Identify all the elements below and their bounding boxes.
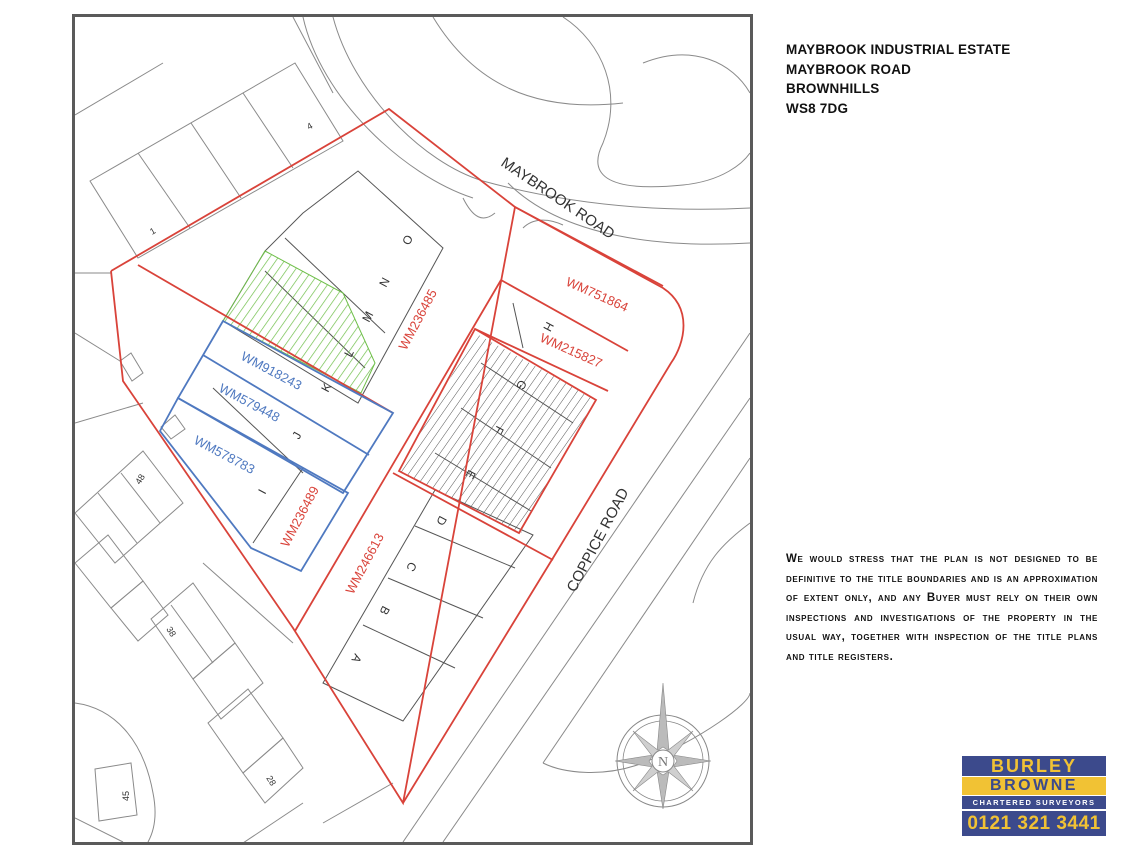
compass-rose-icon [615, 683, 711, 809]
unit-label-m: M [359, 309, 377, 325]
title-label-wm918243: WM918243 [238, 348, 305, 393]
compass-north-letter: N [657, 755, 669, 770]
house-number-1: 1 [148, 225, 158, 237]
title-label-wm246613: WM246613 [342, 530, 387, 597]
unit-label-d: D [433, 513, 450, 528]
house-number-4: 4 [305, 120, 315, 132]
logo-name-top: BURLEY [962, 756, 1106, 776]
unit-label-f: F [490, 423, 507, 437]
unit-label-g: G [512, 377, 530, 393]
logo-name-bottom: BROWNE [962, 777, 1106, 795]
green-hatched-area [223, 251, 375, 393]
title-label-wm215827: WM215827 [537, 330, 605, 371]
site-plan-map [72, 14, 753, 845]
coppice-road-label: COPPICE ROAD [563, 485, 633, 595]
unit-label-j: J [289, 429, 305, 442]
house-number-28: 28 [264, 773, 279, 788]
title-label-wm236489: WM236489 [277, 483, 322, 550]
unit-label-a: A [348, 651, 365, 666]
unit-label-b: B [376, 603, 393, 618]
maybrook-road-label: MAYBROOK ROAD [497, 154, 618, 243]
unit-label-i: I [255, 486, 270, 497]
unit-label-l: L [341, 346, 357, 360]
disclaimer-text: We would stress that the plan is not designed to be definitive to the title boundaries and is an approximation of extent only, and any Buyer must rely on their own inspections and investigations of the property in the usual way, together with inspection of the title plans and title registers. [786, 553, 1098, 663]
title-label-wm578783: WM578783 [191, 432, 258, 477]
unit-label-e: E [462, 467, 479, 482]
burley-browne-logo [962, 756, 1106, 836]
house-number-48: 48 [133, 472, 148, 487]
house-number-45: 45 [121, 790, 131, 801]
address-line-estate: MAYBROOK INDUSTRIAL ESTATE [786, 42, 1011, 57]
address-line-road: MAYBROOK ROAD [786, 61, 912, 77]
unit-label-n: N [376, 275, 393, 290]
logo-tagline: CHARTERED SURVEYORS [962, 796, 1106, 809]
address-line-postcode: WS8 7DG [786, 100, 849, 116]
title-label-wm751864: WM751864 [563, 274, 631, 315]
address-line-town: BROWNHILLS [786, 81, 880, 96]
unit-label-o: O [399, 232, 417, 248]
house-number-38: 38 [164, 624, 179, 639]
unit-label-h: H [540, 319, 557, 334]
logo-phone-number: 0121 321 3441 [962, 811, 1106, 836]
site-plan-svg [75, 17, 750, 842]
unit-label-c: C [403, 559, 420, 574]
unit-label-k: K [318, 380, 335, 395]
title-label-wm236485: WM236485 [395, 286, 440, 353]
property-address [786, 40, 1106, 118]
title-label-wm579448: WM579448 [216, 380, 283, 425]
red-title-boundaries [111, 109, 684, 803]
